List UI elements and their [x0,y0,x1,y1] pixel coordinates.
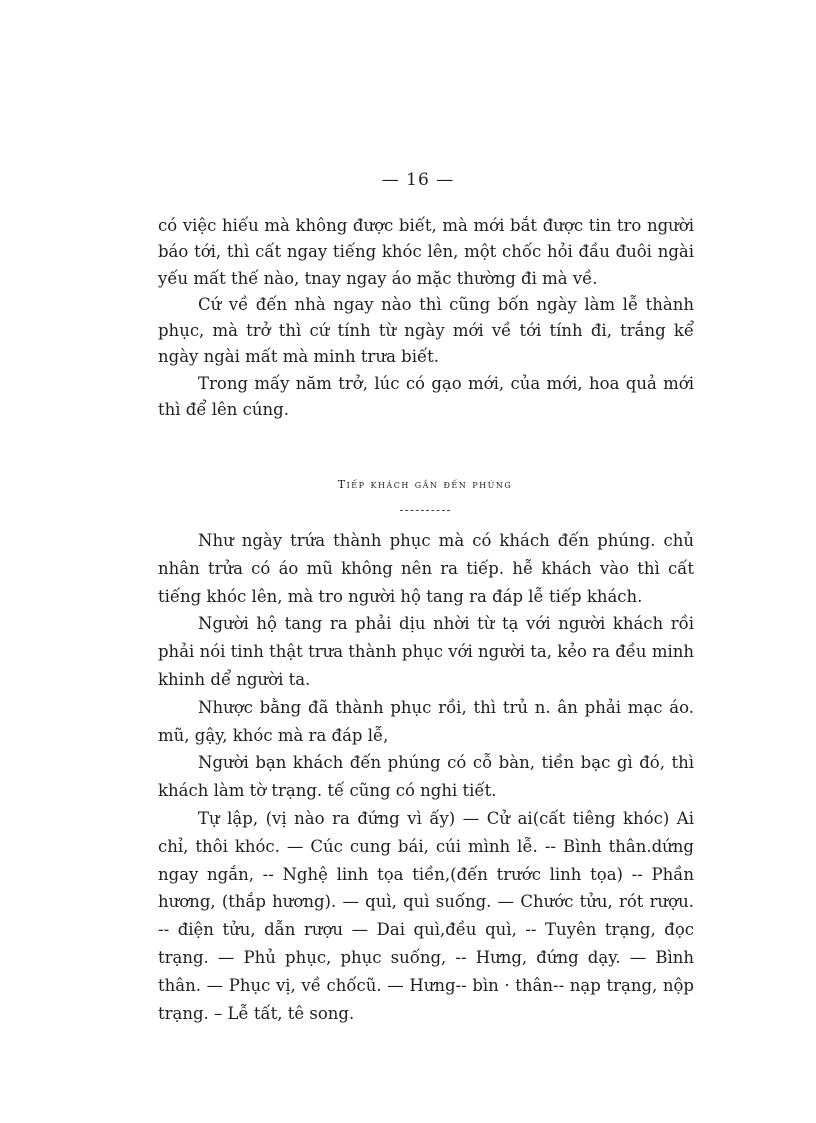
paragraph: có việc hiếu mà không được biết, mà mới bắt được tin tro người báo tới, thì cất ngay tiếng khóc lên, một chốc hỏi đầu đuôi ngài yếu mất thế nào, tnay ngay áo mặc thường đi mà về. [158,216,694,288]
paragraph: Trong mấy năm trở, lúc có gạo mới, của mới, hoa quả mới thì để lên cúng. [158,373,694,420]
paragraph: Nhược bằng đã thành phục rồi, thì trủ n. ân phải mạc áo. mũ, gậy, khóc mà ra đáp lễ, [158,697,694,745]
paragraph: Người hộ tang ra phải dịu nhời từ tạ với người khách rồi phải nói tinh thật trưa thành phục với người ta, kẻo ra đều minh khinh dể người ta. [158,614,694,689]
paragraph: Tự lập, (vị nào ra đứng vì ấy) — Cử ai(cất tiêng khóc) Ai chỉ, thôi khóc. — Cúc cung bái, cúi mình lễ. -- Bình thân.dứng ngay ngắn, -- Nghệ linh tọa tiền,(đến trước linh tọa) -- Phần hương, (thắp hương). — quì, quì suống. — Chước tửu, rót rượu. -- điện tửu, dẫn rượu — Dai quì,đều quì, -- Tuyên trạng, đọc trạng. — Phủ phục, phục suống, -- Hưng, đứng dạy. — Bình thân. — Phục vị, về chốcũ. — Hưng-- bìn · thân-- nạp trạng, nộp trạng. – Lễ tất, tê song. [158,808,694,1023]
paragraph: Người bạn khách đến phúng có cỗ bàn, tiền bạc gì đó, thì khách làm tờ trạng. tế cũng có nghi tiết. [158,753,694,801]
paragraph: Cứ về đến nhà ngay nào thì cũng bốn ngày làm lễ thành phục, mà trở thì cứ tính từ ngày mới về tới tính đi, trắng kể ngày ngài mất mà minh trưa biết. [158,294,694,367]
text-block-bottom [158,527,694,1027]
paragraph: Như ngày trứa thành phục mà có khách đến phúng. chủ nhân trửa có áo mũ không nên ra tiếp. hễ khách vào thì cất tiếng khóc lên, mà tro người hộ tang ra đáp lễ tiếp khách. [158,531,694,606]
section-heading: Tiếp khách gần đến phúng [337,478,513,491]
text-block-top [158,213,694,423]
heading-divider [400,510,450,511]
page-number: — 16 — [381,170,455,190]
